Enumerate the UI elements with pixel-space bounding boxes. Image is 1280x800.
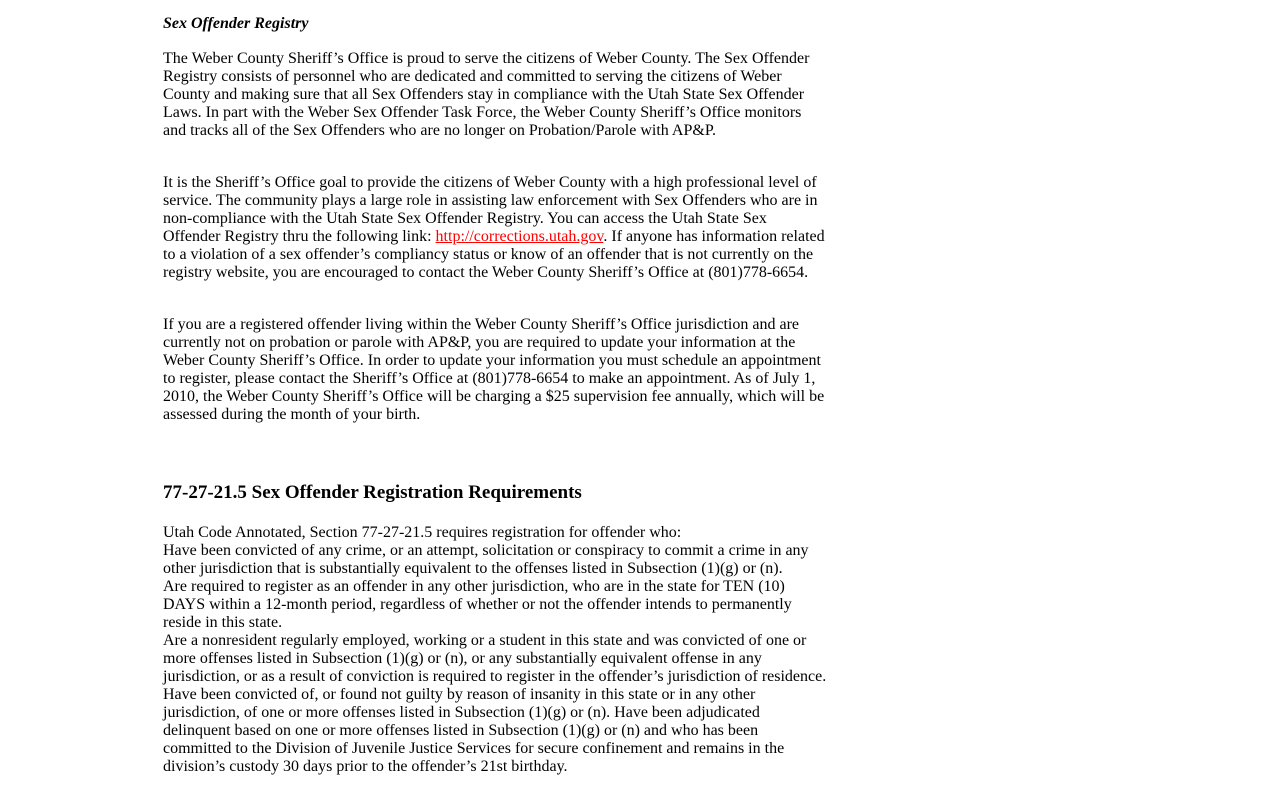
intro-paragraph-3: If you are a registered offender living within the Weber County Sheriff’s Office jurisdiction and are currently not on probation or parole with AP&P, you are required to update your information at the Weber County Sheriff’s Office. In order to update your information you must schedule an appointment to register, please contact the Sheriff’s Office at (801)778-6654 to make an appointment. As of July 1, 2010, the Weber County Sheriff’s Office will be charging a $25 supervision fee annually, which will be assessed during the month of your birth. xyxy=(163,316,825,423)
requirement-item: Have been convicted of, or found not guilty by reason of insanity in this state or in any other jurisdiction, of one or more offenses listed in Subsection (1)(g) or (n). Have been adjudicated delinquent based on one or more offenses listed in Subsection (1)(g) or (n) and who has been committed to the Division of Juvenile Justice Services for secure confinement and remains in the division’s custody 30 days prior to the offender’s 21st birthday. xyxy=(163,686,785,775)
intro-paragraph-2-after-link: . If anyone has information related to a violation of a sex offender’s compliancy status or know of an offender that is not currently on the registry website, you are encouraged to contact the Weber County Sheriff’s Office at (801)778-6654. xyxy=(163,228,825,281)
requirement-item: Are required to register as an offender in any other jurisdiction, who are in the state for TEN (10) DAYS within a 12-month period, regardless of whether or not the offender intends to permanently reside in this state. xyxy=(163,578,792,631)
requirement-item: Have been convicted of any crime, or an attempt, solicitation or conspiracy to commit a crime in any other jurisdiction that is substantially equivalent to the offenses listed in Subsection (1)(g) or (n). xyxy=(163,542,809,577)
corrections-utah-gov-link[interactable]: http://corrections.utah.gov xyxy=(435,228,604,245)
intro-paragraph-2-before-link: It is the Sheriff’s Office goal to provide the citizens of Weber County with a high professional level of service. The community plays a large role in assisting law enforcement with Sex Offenders who are in non-compliance with the Utah State Sex Offender Registry. You can access the Utah State Sex Offender Registry thru the following link: xyxy=(163,174,818,245)
requirement-item: Are a nonresident regularly employed, working or a student in this state and was convicted of one or more offenses listed in Subsection (1)(g) or (n), or any substantially equivalent offense in any jurisdiction, or as a result of conviction is required to register in the offender’s jurisdiction of residence. xyxy=(163,632,827,685)
requirement-intro-line: Utah Code Annotated, Section 77-27-21.5 requires registration for offender who: xyxy=(163,524,682,541)
section-heading-registration-requirements: 77-27-21.5 Sex Offender Registration Requirements xyxy=(163,482,582,503)
intro-paragraph-2 xyxy=(163,174,828,282)
page-title: Sex Offender Registry xyxy=(163,15,309,32)
intro-paragraph-1: The Weber County Sheriff’s Office is proud to serve the citizens of Weber County. The Sex Offender Registry consists of personnel who are dedicated and committed to serving the citizens of Weber County and making sure that all Sex Offenders stay in compliance with the Utah State Sex Offender Laws. In part with the Weber Sex Offender Task Force, the Weber County Sheriff’s Office monitors and tracks all of the Sex Offenders who are no longer on Probation/Parole with AP&P. xyxy=(163,50,810,139)
